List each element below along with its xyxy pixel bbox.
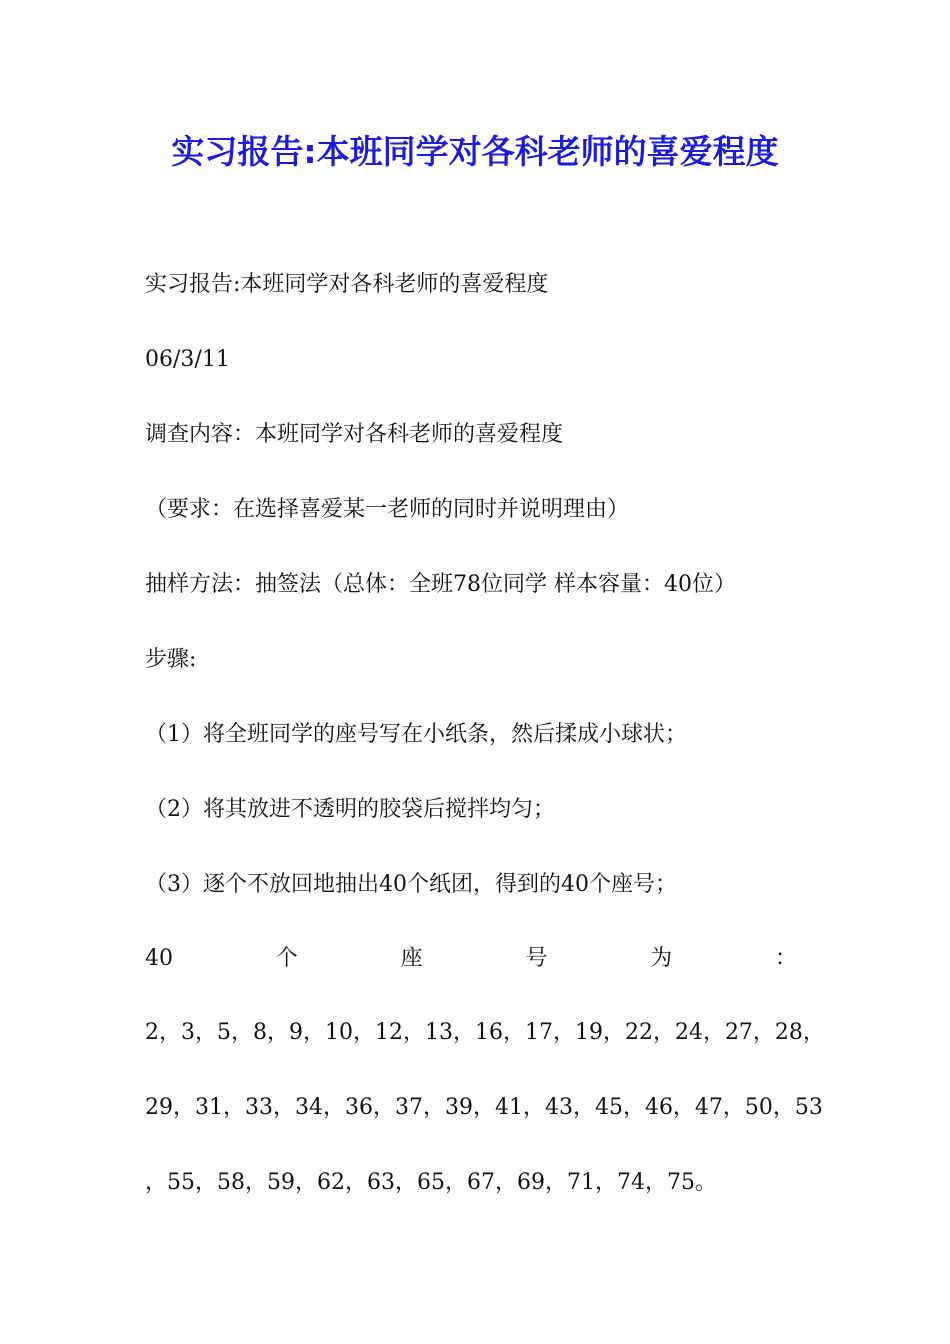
steps-heading: 步骤:: [145, 647, 197, 672]
seat-numbers-line: 2，3，5，8，9，10，12，13，16，17，19，22，24，27，28，: [145, 1020, 825, 1045]
sampling-method: 抽样方法：抽签法（总体：全班78位同学 样本容量：40位）: [145, 572, 736, 597]
seat-heading-part: 号: [525, 946, 548, 971]
survey-requirement: （要求：在选择喜爱某一老师的同时并说明理由）: [145, 497, 630, 522]
seat-heading-part: ：: [774, 946, 797, 971]
step-3: （3）逐个不放回地抽出40个纸团，得到的40个座号；: [145, 872, 677, 897]
step-1: （1）将全班同学的座号写在小纸条，然后揉成小球状；: [145, 722, 687, 747]
step-2: （2）将其放进不透明的胶袋后搅拌均匀；: [145, 797, 555, 822]
seat-numbers-line: ，55，58，59，62，63，65，67，69，71，74，75。: [145, 1170, 717, 1195]
seat-numbers-heading: [145, 944, 797, 974]
report-heading: 实习报告:本班同学对各科老师的喜爱程度: [145, 272, 549, 297]
seat-heading-part: 个: [275, 946, 298, 971]
document-title: 实习报告:本班同学对各科老师的喜爱程度: [171, 132, 779, 171]
report-date: 06/3/11: [145, 347, 230, 372]
seat-heading-part: 为: [650, 946, 673, 971]
survey-content: 调查内容：本班同学对各科老师的喜爱程度: [145, 422, 564, 447]
seat-heading-part: 40: [145, 946, 173, 971]
seat-heading-part: 座: [400, 946, 423, 971]
seat-numbers-line: 29，31，33，34，36，37，39，41，43，45，46，47，50，53: [145, 1095, 823, 1120]
